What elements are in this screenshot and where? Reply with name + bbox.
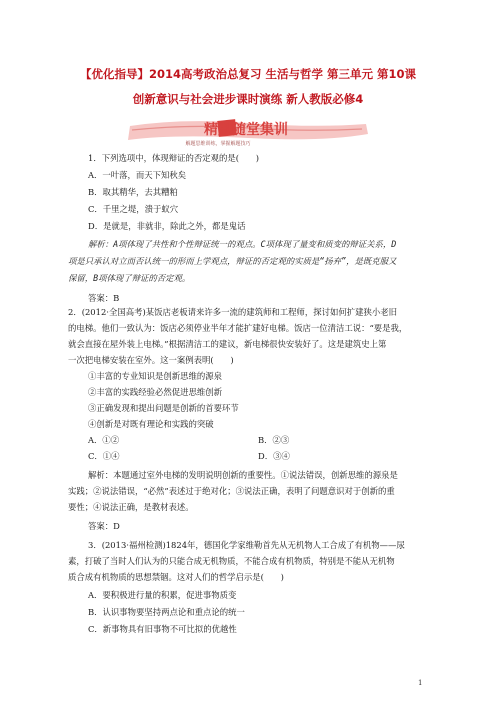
q2-analysis-1: 解析：本题通过室外电梯的发明说明创新的重要性。①说法错误，创新思维的源泉是 — [88, 470, 398, 480]
q3-option-a: A．要积极进行量的积累，促进事物质变 — [88, 590, 237, 600]
q2-stem-3: 就会直接在屋外装上电梯。”根据清洁工的建议，新电梯很快安装好了。这是建筑史上第 — [68, 339, 387, 349]
q1-answer: 答案：B — [88, 293, 120, 303]
q2-option-b: B．②③ — [258, 435, 290, 445]
q2-statement-1: ①丰富的专业知识是创新思维的源泉 — [88, 371, 222, 381]
q2-analysis-3: 要性；④说法正确，是教材表述。 — [68, 502, 194, 512]
q3-option-b: B．认识事物要坚持两点论和重点论的统一 — [88, 607, 245, 617]
section-banner — [122, 118, 374, 148]
q1-option-d: D．是就是，非就非，除此之外，都是鬼话 — [88, 221, 246, 231]
q1-option-c: C．千里之堤，溃于蚁穴 — [88, 204, 179, 214]
banner-subtitle: 解题思维训练，掌握解题技巧 — [185, 141, 251, 147]
banner-title: 精题随堂集训 — [204, 122, 288, 138]
q1-analysis-1: 解析：A项体现了共性和个性辩证统一的观点。C项体现了量变和质变的辩证关系，D — [88, 239, 397, 249]
q2-option-a: A．①② — [88, 435, 120, 445]
q2-option-d: D．③④ — [258, 451, 290, 461]
q2-stem-4: 一次把电梯安装在室外。这一案例表明( ) — [68, 355, 234, 365]
q3-option-c: C．新事物具有旧事物不可比拟的优越性 — [88, 624, 237, 634]
q2-stem-2: 的电梯。他们一致认为：饭店必须停业半年才能扩建好电梯。饭店一位清洁工说：“要是我， — [68, 323, 408, 333]
q1-analysis-2: 项是只承认对立而否认统一的形而上学观点，辩证的否定观的实质是“扬弃”，是既克服又 — [68, 256, 397, 266]
document-title-line-1: 【优化指导】2014高考政治总复习 生活与哲学 第三单元 第10课 — [79, 67, 417, 81]
q1-analysis-3: 保留，B项体现了辩证的否定观。 — [68, 273, 191, 283]
page-number: 1 — [418, 679, 423, 687]
q2-stem-1: 2．(2012·全国高考)某饭店老板请来许多一流的建筑师和工程师，探讨如何扩建狭小老旧 — [68, 307, 397, 317]
q2-statement-2: ②丰富的实践经验必然促进思维创新 — [88, 387, 222, 397]
q3-stem-2: 素，打破了当时人们认为的只能合成无机物质，不能合成有机物质，特别是不能从无机物 — [68, 556, 395, 566]
document-title-line-2: 创新意识与社会进步课时演练 新人教版必修4 — [132, 92, 364, 106]
q2-statement-3: ③正确发现和提出问题是创新的首要环节 — [88, 403, 239, 413]
q3-stem-1: 3．(2013·福州检测)1824年，德国化学家维勒首先从无机物人工合成了有机物——尿 — [88, 540, 405, 550]
q2-statement-4: ④创新是对既有理论和实践的突破 — [88, 419, 214, 429]
q2-answer: 答案：D — [88, 521, 120, 531]
q1-stem: 1．下列选项中，体现辩证的否定观的是( ) — [88, 153, 259, 163]
q1-option-b: B．取其精华，去其糟粕 — [88, 187, 178, 197]
q2-analysis-2: 实践；②说法错误，“必然”表述过于绝对化；③说法正确，表明了问题意识对于创新的重 — [68, 486, 395, 496]
q1-option-a: A．一叶落，而天下知秋矣 — [88, 170, 187, 180]
q3-stem-3: 质合成有机物质的思想禁锢。这对人们的哲学启示是( ) — [68, 572, 284, 582]
q2-option-c: C．①④ — [88, 451, 120, 461]
